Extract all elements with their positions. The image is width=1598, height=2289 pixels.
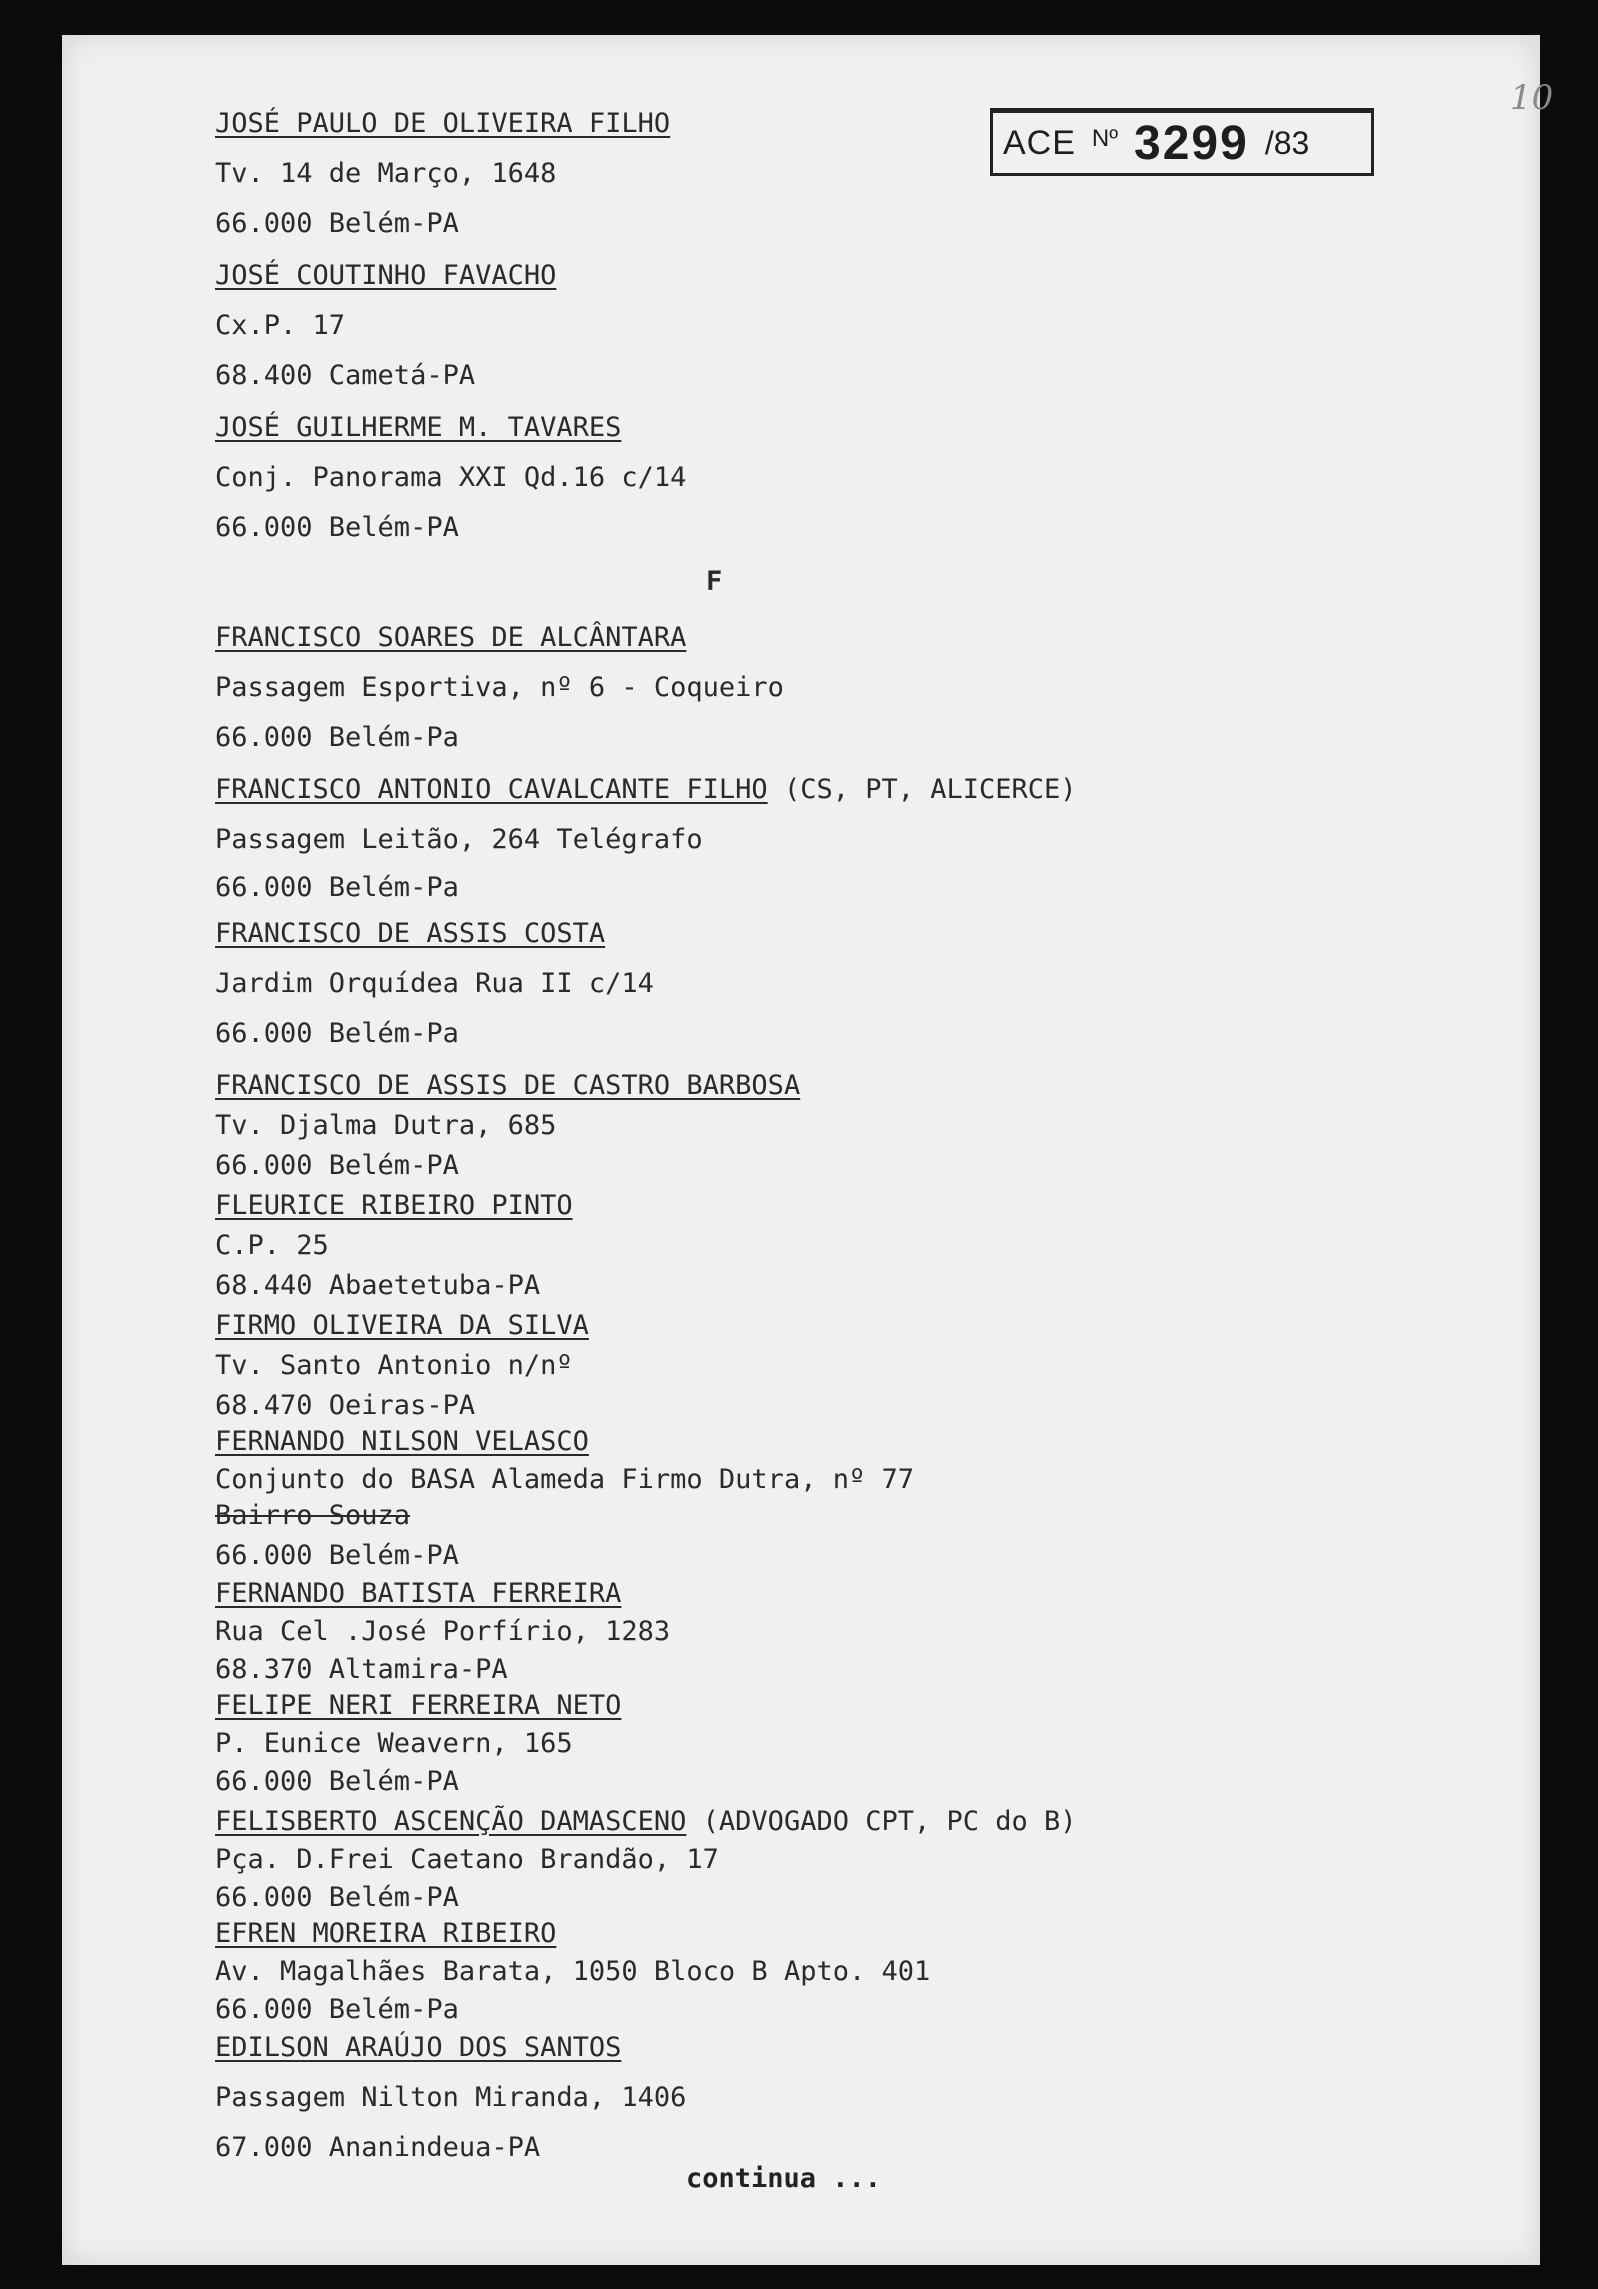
address-line (215, 824, 703, 856)
address-text: C.P. 25 (215, 1230, 329, 1261)
section-letter: F (706, 566, 723, 597)
entry-name-text: JOSÉ COUTINHO FAVACHO (215, 260, 557, 291)
address-line (215, 1464, 914, 1496)
address-line (215, 158, 556, 190)
address-text: 68.370 Altamira-PA (215, 1654, 508, 1685)
address-line (215, 1994, 459, 2026)
entry-name-text: FRANCISCO DE ASSIS COSTA (215, 918, 606, 949)
address-text: P. Eunice Weavern, 165 (215, 1728, 573, 1759)
address-text: Rua Cel .José Porfírio, 1283 (215, 1616, 671, 1647)
entry-name (215, 918, 605, 950)
address-text: 66.000 Belém-PA (215, 1766, 459, 1797)
address-line (215, 1728, 573, 1760)
entry-note: (CS, PT, ALICERCE) (767, 774, 1077, 805)
entry-name (215, 1190, 573, 1222)
address-line (215, 1654, 508, 1686)
entry-name-text: EDILSON ARAÚJO DOS SANTOS (215, 2032, 622, 2063)
address-line (215, 872, 459, 904)
entry-name-text: FRANCISCO SOARES DE ALCÂNTARA (215, 622, 687, 653)
entry-name (215, 1690, 621, 1722)
entry-name (215, 260, 556, 292)
entry-name-text: FLEURICE RIBEIRO PINTO (215, 1190, 573, 1221)
address-line (215, 1956, 930, 1988)
address-text: 66.000 Belém-PA (215, 1882, 459, 1913)
address-text: Pça. D.Frei Caetano Brandão, 17 (215, 1844, 719, 1875)
entry-name (215, 108, 670, 140)
address-text: 67.000 Ananindeua-PA (215, 2132, 541, 2163)
address-line (215, 512, 459, 544)
address-text: Passagem Nilton Miranda, 1406 (215, 2082, 687, 2113)
address-text: Conjunto do BASA Alameda Firmo Dutra, nº 77 (215, 1464, 914, 1495)
stamp-year: /83 (1264, 124, 1310, 161)
address-text: 66.000 Belém-Pa (215, 722, 459, 753)
address-text: Cx.P. 17 (215, 310, 346, 341)
entry-name (215, 1806, 1077, 1838)
entry-name-text: FIRMO OLIVEIRA DA SILVA (215, 1310, 589, 1341)
entry-name (215, 412, 621, 444)
entry-name (215, 1070, 800, 1102)
address-text: 68.400 Cametá-PA (215, 360, 476, 391)
address-text: 66.000 Belém-Pa (215, 1994, 459, 2025)
entry-name (215, 1578, 621, 1610)
entry-name-text: EFREN MOREIRA RIBEIRO (215, 1918, 557, 1949)
entry-name-text: FELIPE NERI FERREIRA NETO (215, 1690, 622, 1721)
entry-name (215, 1426, 589, 1458)
address-line (215, 1018, 459, 1050)
stamp-no-sign: Nº (1091, 125, 1119, 152)
entry-name-text: JOSÉ GUILHERME M. TAVARES (215, 412, 622, 443)
address-line (215, 1882, 459, 1914)
address-text: 66.000 Belém-Pa (215, 1018, 459, 1049)
address-text: 68.470 Oeiras-PA (215, 1390, 476, 1421)
entry-name (215, 2032, 621, 2064)
address-line (215, 1110, 556, 1142)
address-text: Conj. Panorama XXI Qd.16 c/14 (215, 462, 687, 493)
address-text: Av. Magalhães Barata, 1050 Bloco B Apto. 401 (215, 1956, 931, 1987)
address-line (215, 1230, 329, 1262)
continua-note: continua ... (686, 2163, 882, 2194)
entry-name-text: FERNANDO NILSON VELASCO (215, 1426, 589, 1457)
address-text: 66.000 Belém-Pa (215, 872, 459, 903)
address-line (215, 1540, 459, 1572)
address-line (215, 1844, 719, 1876)
address-text: 68.440 Abaetetuba-PA (215, 1270, 541, 1301)
address-text: Tv. Djalma Dutra, 685 (215, 1110, 557, 1141)
entry-name-text: FRANCISCO ANTONIO CAVALCANTE FILHO (215, 774, 768, 805)
address-line (215, 2082, 686, 2114)
address-line (215, 1350, 573, 1382)
stamp-label: ACE (1003, 123, 1076, 162)
address-text: Jardim Orquídea Rua II c/14 (215, 968, 654, 999)
address-text: 66.000 Belém-PA (215, 208, 459, 239)
entry-name (215, 1918, 556, 1950)
address-text: 66.000 Belém-PA (215, 1150, 459, 1181)
address-text: 66.000 Belém-PA (215, 512, 459, 543)
address-line (215, 360, 475, 392)
entry-name (215, 622, 686, 654)
address-line (215, 1766, 459, 1798)
address-text: 66.000 Belém-PA (215, 1540, 459, 1571)
entry-name (215, 774, 1077, 806)
address-line (215, 1150, 459, 1182)
entry-name-text: JOSÉ PAULO DE OLIVEIRA FILHO (215, 108, 671, 139)
address-text: Passagem Esportiva, nº 6 - Coqueiro (215, 672, 784, 703)
address-line (215, 1270, 540, 1302)
page-number: 10 (1510, 78, 1554, 118)
struck-line (215, 1500, 410, 1532)
address-line (215, 722, 459, 754)
entry-name-text: FERNANDO BATISTA FERREIRA (215, 1578, 622, 1609)
address-text: Tv. Santo Antonio n/nº (215, 1350, 573, 1381)
ace-stamp (990, 108, 1374, 176)
address-text: Bairro Souza (215, 1500, 411, 1531)
address-line (215, 1616, 670, 1648)
address-line (215, 2132, 540, 2164)
entry-note: (ADVOGADO CPT, PC do B) (686, 1806, 1077, 1837)
address-line (215, 208, 459, 240)
address-line (215, 310, 345, 342)
entry-name-text: FELISBERTO ASCENÇÃO DAMASCENO (215, 1806, 687, 1837)
entry-name-text: FRANCISCO DE ASSIS DE CASTRO BARBOSA (215, 1070, 801, 1101)
address-line (215, 968, 654, 1000)
stamp-number: 3299 (1134, 116, 1249, 170)
address-line (215, 462, 686, 494)
address-text: Passagem Leitão, 264 Telégrafo (215, 824, 703, 855)
address-line (215, 1390, 475, 1422)
address-line (215, 672, 784, 704)
entry-name (215, 1310, 589, 1342)
address-text: Tv. 14 de Março, 1648 (215, 158, 557, 189)
